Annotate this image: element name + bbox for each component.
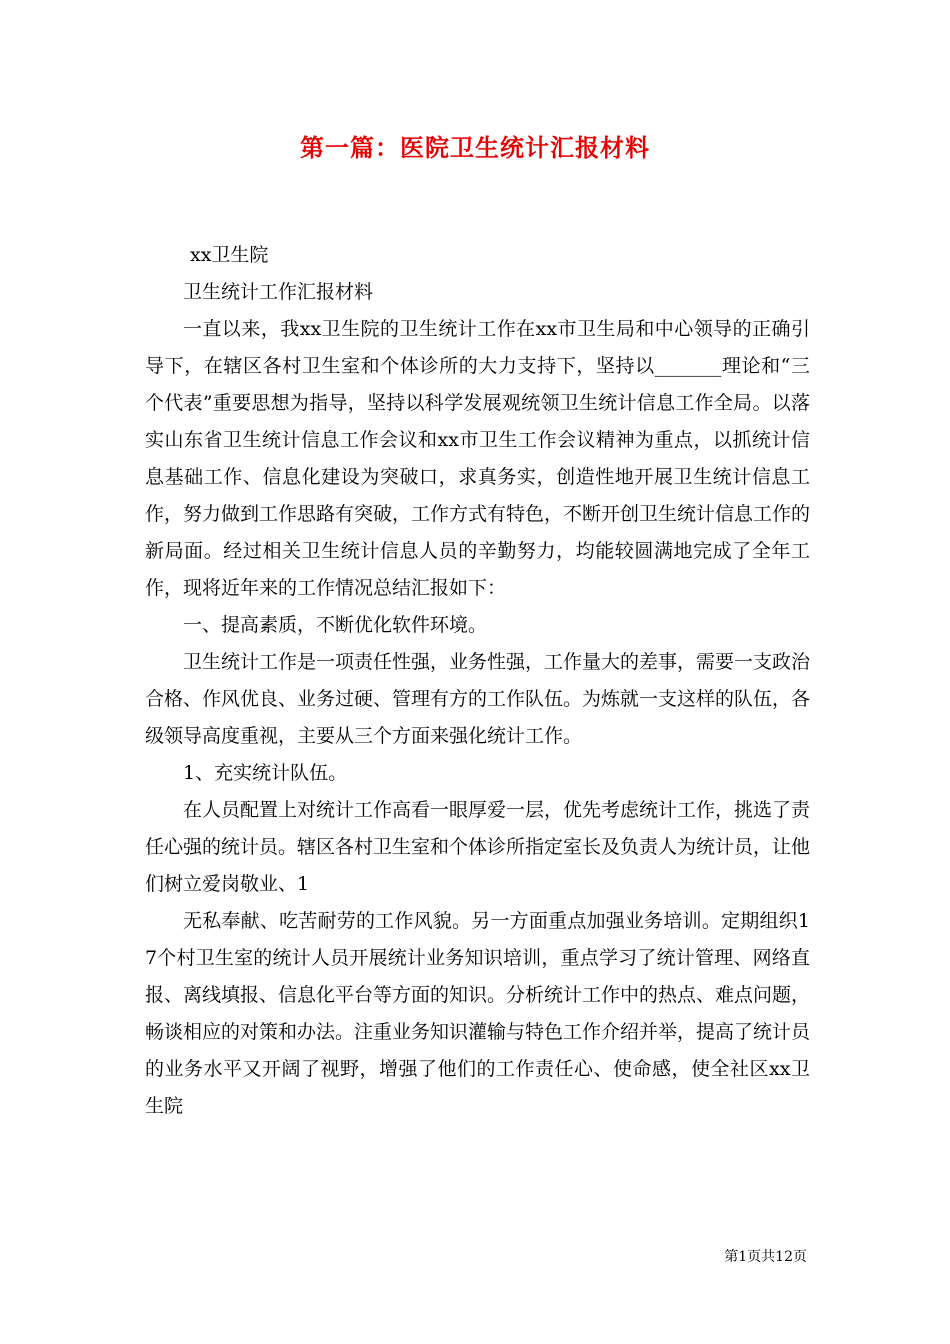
page-number: 第1页共12页 (724, 1249, 807, 1265)
report-subtitle: 卫生统计工作汇报材料 (183, 281, 374, 303)
subsection-heading-1: 1、充实统计队伍。 (183, 762, 348, 784)
document-title: 第一篇：医院卫生统计汇报材料 (300, 133, 650, 162)
intro-paragraph: 一直以来，我xx卫生院的卫生统计工作在xx市卫生局和中心领导的正确引导下，在辖区各村卫生室和个体诊所的大力支持下，坚持以_______理论和“三个代表”重要思想为指导，坚持以科学发展观统领卫生统计信息工作全局。以落实山东省卫生统计信息工作会议和xx市卫生工作会议精神为重点，以抓统计信息基础工作、信息化建设为突破口，求真务实，创造性地开展卫生统计信息工作，努力做到工作思路有突破，工作方式有特色，不断开创卫生统计信息工作的新局面。经过相关卫生统计信息人员的辛勤努力，均能较圆满地完成了全年工作，现将近年来的工作情况总结汇报如下： (145, 318, 811, 599)
subsection-1-paragraph: 在人员配置上对统计工作高看一眼厚爱一层，优先考虑统计工作，挑选了责任心强的统计员。辖区各村卫生室和个体诊所指定室长及负责人为统计员，让他们树立爱岗敬业、1 (145, 799, 811, 895)
section-1-paragraph: 卫生统计工作是一项责任性强，业务性强，工作量大的差事，需要一支政治合格、作风优良、业务过硬、管理有方的工作队伍。为炼就一支这样的队伍，各级领导高度重视，主要从三个方面来强化统计工作。 (145, 651, 811, 747)
continuation-paragraph: 无私奉献、吃苦耐劳的工作风貌。另一方面重点加强业务培训。定期组织17个村卫生室的统计人员开展统计业务知识培训，重点学习了统计管理、网络直报、离线填报、信息化平台等方面的知识。分析统计工作中的热点、难点问题，畅谈相应的对策和办法。注重业务知识灌输与特色工作介绍并举，提高了统计员的业务水平又开阔了视野，增强了他们的工作责任心、使命感，使全社区xx卫生院 (145, 910, 811, 1117)
document-body (145, 237, 810, 1125)
organization-name: xx卫生院 (190, 244, 269, 266)
section-heading-1: 一、提高素质，不断优化软件环境。 (183, 614, 488, 636)
